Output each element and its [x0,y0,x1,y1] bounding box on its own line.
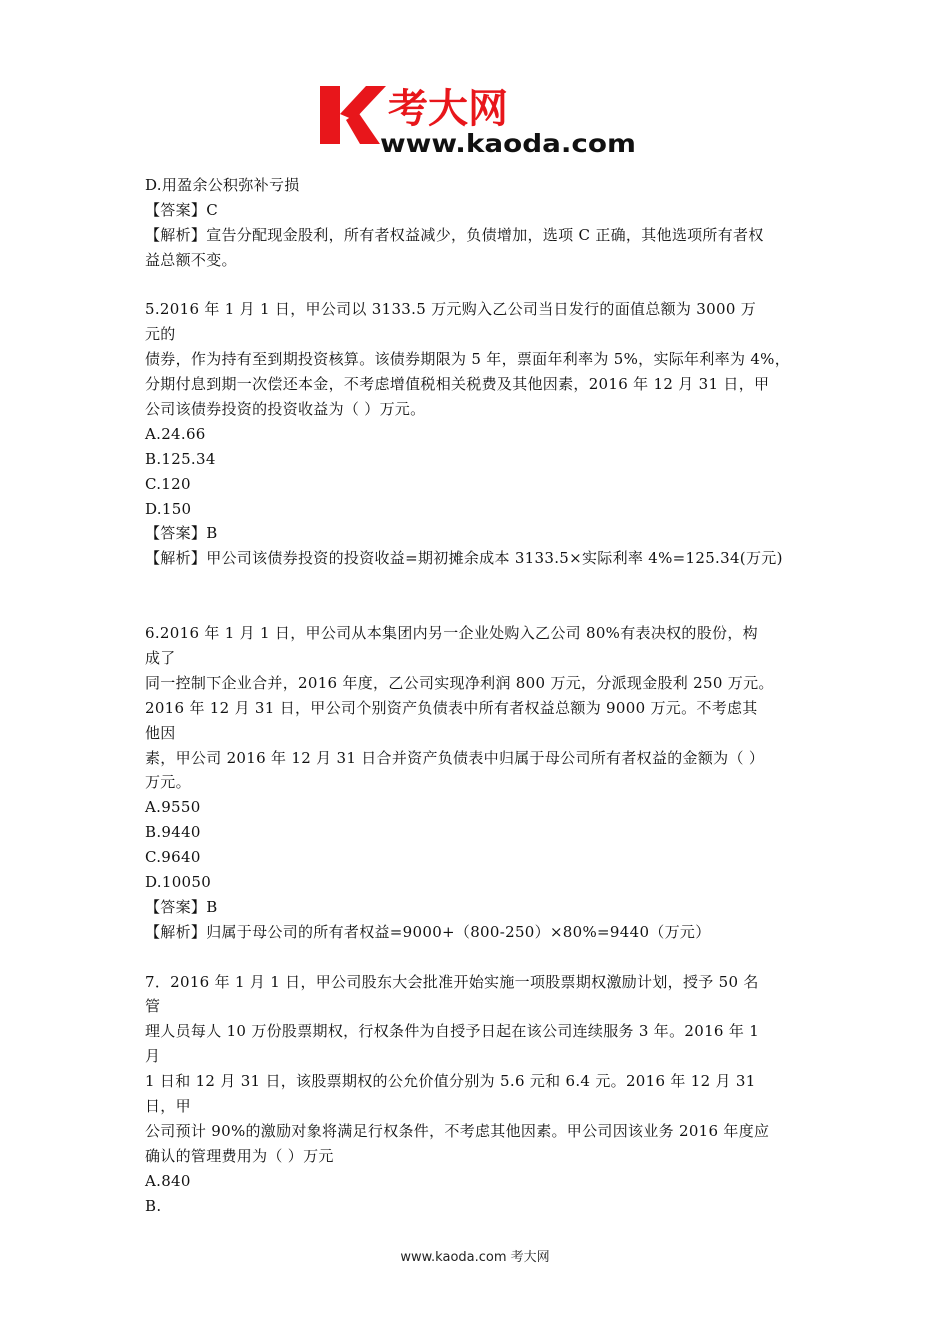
kaoda-logo [318,80,638,160]
q5-stem-line-5: 公司该债券投资的投资收益为（ ）万元。 [145,400,426,419]
logo-cn-text: 考大网 [388,86,508,132]
q7-stem-line-1: 7．2016 年 1 月 1 日，甲公司股东大会批准开始实施一项股票期权激励计划，授予 50 名 [145,972,759,991]
q6-option-b: B.9440 [145,823,201,842]
q7-stem-line-5: 1 日和 12 月 31 日，该股票期权的公允价值分别为 5.6 元和 6.4 元。2016 年 12 月 31 [145,1072,756,1091]
q7-stem-line-3: 理人员每人 10 万份股票期权，行权条件为自授予日起在该公司连续服务 3 年。2016 年 1 [145,1022,760,1041]
q5-analysis: 【解析】甲公司该债券投资的投资收益=期初摊余成本 3133.5×实际利率 4%=125.34(万元) [145,549,783,568]
q6-stem-line-3: 同一控制下企业合并，2016 年度，乙公司实现净利润 800 万元，分派现金股利 250 万元。 [145,673,774,692]
page-footer: www.kaoda.com 考大网 [400,1250,550,1265]
q6-stem-line-2: 成了 [145,648,176,667]
q6-analysis: 【解析】归属于母公司的所有者权益=9000+（800-250）×80%=9440（万元） [145,922,711,941]
q6-option-a: A.9550 [145,798,201,817]
q4-option-d: D.用盈余公积弥补亏损 [145,176,300,194]
q5-option-b: B.125.34 [145,449,216,468]
q4-answer: 【答案】C [145,200,218,219]
q6-stem-line-6: 素，甲公司 2016 年 12 月 31 日合并资产负债表中归属于母公司所有者权益的金额为（ ） [145,748,765,767]
q5-stem-line-2: 元的 [145,325,176,344]
q6-stem-line-1: 6.2016 年 1 月 1 日，甲公司从本集团内另一企业处购入乙公司 80%有表决权的股份，构 [145,624,758,643]
q7-stem-line-2: 管 [145,997,161,1016]
q5-option-c: C.120 [145,474,191,493]
q4-analysis-line-2: 益总额不变。 [145,250,237,269]
q5-option-a: A.24.66 [145,424,206,443]
q6-option-d: D.10050 [145,872,212,891]
q7-stem-line-8: 确认的管理费用为（ ）万元 [145,1146,334,1165]
q6-option-c: C.9640 [145,848,201,867]
q5-stem-line-1: 5.2016 年 1 月 1 日，甲公司以 3133.5 万元购入乙公司当日发行的面值总额为 3000 万 [145,300,757,319]
q6-answer: 【答案】B [145,897,218,916]
q7-option-b: B. [145,1196,162,1215]
document-body [145,173,810,1218]
q5-stem-line-3: 债券，作为持有至到期投资核算。该债券期限为 5 年，票面年利率为 5%，实际年利率为 4%， [145,350,791,369]
q6-stem-line-5: 他因 [145,723,176,742]
q7-option-a: A.840 [145,1171,191,1190]
logo-url-text: www.kaoda.com [380,129,636,158]
q4-analysis-line-1: 【解析】宣告分配现金股利，所有者权益减少，负债增加，选项 C 正确，其他选项所有者权 [145,225,764,244]
q5-answer: 【答案】B [145,524,218,543]
q5-option-d: D.150 [145,499,192,518]
q5-stem-line-4: 分期付息到期一次偿还本金，不考虑增值税相关税费及其他因素，2016 年 12 月 31 日，甲 [145,375,770,394]
q7-stem-line-6: 日，甲 [145,1096,191,1115]
q6-stem-line-4: 2016 年 12 月 31 日，甲公司个别资产负债表中所有者权益总额为 9000 万元。不考虑其 [145,698,758,717]
q7-stem-line-4: 月 [145,1047,161,1066]
k-mark-icon [320,86,386,144]
q7-stem-line-7: 公司预计 90%的激励对象将满足行权条件，不考虑其他因素。甲公司因该业务 2016 年度应 [145,1121,770,1140]
q6-stem-line-7: 万元。 [145,773,191,792]
